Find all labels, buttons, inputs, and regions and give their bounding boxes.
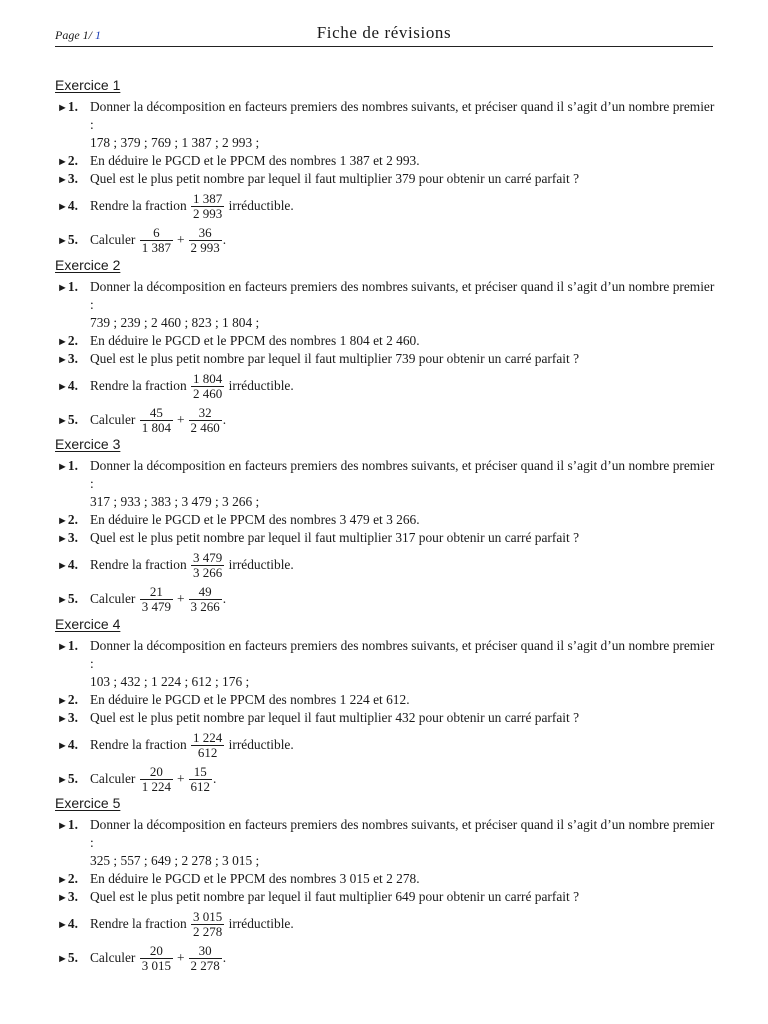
question-text-end: irréductible. [228,915,294,931]
period: . [222,411,227,427]
question-number: 5. [67,770,78,786]
question-text: Calculer [90,770,136,786]
question-text: En déduire le PGCD et le PPCM des nombres [90,691,337,707]
number-list: 325 ; 557 ; 649 ; 2 278 ; 3 015 ; [90,853,260,868]
question-text: Donner la décomposition en facteurs premiers des nombres suivants, et préciser quand il s’agit d’un nombre premier : [90,638,715,671]
question-marker [57,152,78,172]
arrow-icon: ► [57,713,68,725]
question-marker [57,582,78,617]
plus-sign: + [176,949,185,965]
number-b: 612. [386,691,410,707]
question-text-end: irréductible. [228,736,294,752]
exercise-title: Exercice 1 [55,77,121,93]
arrow-icon: ► [57,354,68,366]
arrow-icon: ► [57,739,68,752]
question-number: 4. [67,915,78,931]
fraction-denominator: 3 266 [190,598,220,614]
number-list: 317 ; 933 ; 383 ; 3 479 ; 3 266 ; [90,494,260,509]
conjunction: et [373,332,383,348]
question-3 [55,170,715,188]
fraction-denominator: 2 993 [190,239,220,255]
fraction-2 [189,765,213,794]
number-b: 2 460. [386,332,420,348]
question-marker [57,691,78,711]
question-marker [57,369,78,404]
multiplier-number: 739 [395,351,416,366]
question-text: Quel est le plus petit nombre par lequel il faut multiplier [90,530,392,545]
question-text: Quel est le plus petit nombre par lequel il faut multiplier [90,889,392,904]
question-4 [55,907,715,940]
question-text: Donner la décomposition en facteurs premiers des nombres suivants, et préciser quand il s’agit d’un nombre premier : [90,458,715,491]
fraction-denominator: 1 387 [141,239,171,255]
conjunction: et [373,691,383,707]
multiplier-number: 649 [395,889,416,904]
question-marker [57,511,78,531]
fraction-2 [189,406,222,435]
question-number: 1. [67,638,78,653]
page-total-link[interactable]: 1 [95,28,101,42]
question-number: 5. [67,411,78,427]
exercise-title: Exercice 4 [55,616,121,632]
arrow-icon: ► [57,200,68,213]
fraction-numerator: 1 224 [193,729,223,745]
question-number: 3. [67,710,78,725]
question-1 [55,457,715,492]
question-text: Rendre la fraction [90,736,187,752]
question-number: 1. [67,458,78,473]
question-number: 1. [67,817,78,832]
number-a: 1 387 [339,152,370,168]
question-text: Rendre la fraction [90,556,187,572]
fraction-numerator: 21 [149,583,163,599]
question-number: 3. [67,171,78,186]
arrow-icon: ► [57,102,68,114]
exercise-block [55,436,715,615]
question-marker [57,529,78,549]
fraction-denominator: 2 460 [190,419,220,435]
question-marker [57,548,78,583]
question-marker [57,98,78,118]
arrow-icon: ► [57,514,68,527]
number-a: 3 479 [339,511,370,527]
question-marker [57,170,78,190]
period: . [222,949,227,965]
question-marker [57,189,78,224]
fraction-denominator: 3 015 [141,957,171,973]
arrow-icon: ► [57,952,68,965]
question-marker [57,350,78,370]
question-text-end: irréductible. [228,377,294,393]
question-1 [55,98,715,133]
arrow-icon: ► [57,234,68,247]
question-marker [57,223,78,258]
arrow-icon: ► [57,335,68,348]
exercise-title: Exercice 2 [55,257,121,273]
fraction-1 [140,765,173,794]
fraction-denominator: 3 479 [141,598,171,614]
question-number: 2. [67,691,78,707]
question-text: Donner la décomposition en facteurs premiers des nombres suivants, et préciser quand il s’agit d’un nombre premier : [90,817,715,850]
arrow-icon: ► [57,593,68,606]
fraction-numerator: 1 387 [193,190,223,206]
question-marker [57,907,78,942]
question-2 [55,152,715,170]
question-text-end: irréductible. [228,556,294,572]
arrow-icon: ► [57,873,68,886]
question-marker [57,403,78,438]
number-list: 739 ; 239 ; 2 460 ; 823 ; 1 804 ; [90,315,260,330]
arrow-icon: ► [57,282,68,294]
question-number: 4. [67,197,78,213]
question-4 [55,369,715,402]
question-text: Rendre la fraction [90,197,187,213]
number-list: 103 ; 432 ; 1 224 ; 612 ; 176 ; [90,674,250,689]
question-number: 1. [67,279,78,294]
fraction-numerator: 1 804 [193,370,223,386]
question-text: Calculer [90,231,136,247]
period: . [222,590,227,606]
fraction-denominator: 612 [190,778,211,794]
fraction-numerator: 20 [149,763,163,779]
question-text: En déduire le PGCD et le PPCM des nombres [90,870,337,886]
question-number: 4. [67,736,78,752]
number-a: 1 804 [339,332,370,348]
plus-sign: + [176,411,185,427]
fraction-2 [189,944,222,973]
question-number: 3. [67,351,78,366]
arrow-icon: ► [57,155,68,168]
fraction-2 [189,585,222,614]
question-number: 5. [67,590,78,606]
question-text: Donner la décomposition en facteurs premiers des nombres suivants, et préciser quand il s’agit d’un nombre premier : [90,279,715,312]
question-text-end: pour obtenir un carré parfait ? [418,351,580,366]
number-a: 1 224 [339,691,370,707]
question-text-end: pour obtenir un carré parfait ? [418,710,580,725]
plus-sign: + [176,231,185,247]
question-3 [55,350,715,368]
question-text: Donner la décomposition en facteurs premiers des nombres suivants, et préciser quand il s’agit d’un nombre premier : [90,99,715,132]
conjunction: et [373,152,383,168]
fraction-denominator: 2 278 [193,923,223,939]
fraction-denominator: 1 224 [141,778,171,794]
number-list: 178 ; 379 ; 769 ; 1 387 ; 2 993 ; [90,135,260,150]
question-5 [55,223,715,256]
question-marker [57,762,78,797]
exercise-block [55,616,715,795]
question-number: 4. [67,556,78,572]
question-text: En déduire le PGCD et le PPCM des nombres [90,152,337,168]
question-marker [57,870,78,890]
question-5 [55,403,715,436]
question-number: 4. [67,377,78,393]
arrow-icon: ► [57,174,68,186]
question-marker [57,709,78,729]
fraction-numerator: 15 [193,763,207,779]
question-2 [55,332,715,350]
exercise-block [55,795,715,974]
question-marker [57,457,78,477]
question-text-end: irréductible. [228,197,294,213]
fraction-numerator: 20 [149,942,163,958]
arrow-icon: ► [57,414,68,427]
page-label: Page 1/ [55,28,92,42]
question-2 [55,691,715,709]
question-number: 5. [67,949,78,965]
multiplier-number: 432 [395,710,416,725]
multiplier-number: 317 [395,530,416,545]
conjunction: et [373,870,383,886]
fraction-denominator: 2 278 [190,957,220,973]
arrow-icon: ► [57,641,68,653]
fraction-1 [140,406,173,435]
fraction [191,731,224,760]
arrow-icon: ► [57,820,68,832]
period: . [222,231,227,247]
question-3 [55,709,715,727]
question-3 [55,888,715,906]
question-text: Calculer [90,411,136,427]
arrow-icon: ► [57,694,68,707]
fraction-1 [140,944,173,973]
number-b: 2 278. [386,870,420,886]
plus-sign: + [176,590,185,606]
question-4 [55,189,715,222]
question-5 [55,762,715,795]
multiplier-number: 379 [395,171,416,186]
question-text: Rendre la fraction [90,377,187,393]
exercise-block [55,257,715,436]
period: . [213,770,217,786]
fraction [191,372,224,401]
question-text-end: pour obtenir un carré parfait ? [418,889,580,904]
question-5 [55,582,715,615]
number-b: 3 266. [386,511,420,527]
question-marker [57,278,78,298]
question-3 [55,529,715,547]
question-marker [57,816,78,836]
question-text: Calculer [90,590,136,606]
arrow-icon: ► [57,533,68,545]
arrow-icon: ► [57,380,68,393]
question-text: Calculer [90,949,136,965]
question-4 [55,728,715,761]
fraction-numerator: 32 [198,404,212,420]
fraction-denominator: 1 804 [141,419,171,435]
question-text: En déduire le PGCD et le PPCM des nombres [90,511,337,527]
question-text: Rendre la fraction [90,915,187,931]
document-title: Fiche de révisions [316,23,452,42]
question-number: 5. [67,231,78,247]
fraction-denominator: 612 [191,745,224,760]
question-1 [55,816,715,851]
conjunction: et [373,511,383,527]
fraction-numerator: 36 [198,224,212,240]
arrow-icon: ► [57,892,68,904]
plus-sign: + [176,770,185,786]
arrow-icon: ► [57,918,68,931]
question-number: 2. [67,870,78,886]
number-a: 3 015 [339,870,370,886]
question-number: 2. [67,511,78,527]
question-number: 3. [67,889,78,904]
arrow-icon: ► [57,461,68,473]
question-1 [55,637,715,672]
question-marker [57,888,78,908]
question-text: Quel est le plus petit nombre par lequel il faut multiplier [90,171,392,186]
fraction-1 [140,226,173,255]
page-header [55,22,713,47]
question-1 [55,278,715,313]
fraction-numerator: 3 015 [193,908,223,924]
fraction-numerator: 3 479 [193,549,223,565]
fraction-numerator: 6 [153,224,160,240]
fraction-2 [189,226,222,255]
exercise-block [55,77,715,256]
question-marker [57,728,78,763]
question-marker [57,332,78,352]
question-text-end: pour obtenir un carré parfait ? [418,530,580,545]
question-2 [55,511,715,529]
question-number: 2. [67,152,78,168]
fraction-numerator: 30 [198,942,212,958]
fraction-numerator: 49 [198,583,212,599]
question-2 [55,870,715,888]
question-text-end: pour obtenir un carré parfait ? [418,171,580,186]
fraction-1 [140,585,173,614]
question-number: 1. [67,99,78,114]
question-4 [55,548,715,581]
question-text: Quel est le plus petit nombre par lequel il faut multiplier [90,351,392,366]
fraction-denominator: 3 266 [193,564,223,580]
question-number: 3. [67,530,78,545]
question-text: Quel est le plus petit nombre par lequel il faut multiplier [90,710,392,725]
fraction [191,192,224,221]
question-marker [57,637,78,657]
fraction [191,551,224,580]
question-text: En déduire le PGCD et le PPCM des nombres [90,332,337,348]
number-b: 2 993. [386,152,420,168]
fraction-denominator: 2 460 [193,385,223,401]
arrow-icon: ► [57,773,68,786]
fraction [191,910,224,939]
arrow-icon: ► [57,559,68,572]
question-number: 2. [67,332,78,348]
fraction-denominator: 2 993 [193,205,223,221]
exercise-title: Exercice 5 [55,795,121,811]
exercise-title: Exercice 3 [55,436,121,452]
fraction-numerator: 45 [149,404,163,420]
question-5 [55,941,715,974]
question-marker [57,941,78,976]
